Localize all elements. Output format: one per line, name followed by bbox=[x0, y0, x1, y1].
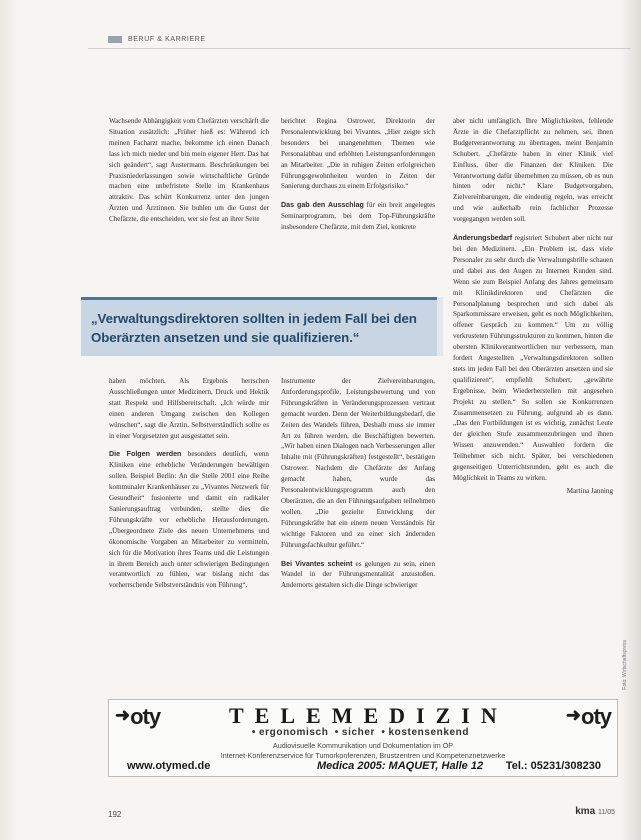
paragraph-text: registriert Schubert aber nicht nur bei den Medizinern. „Ein Problem ist, dass viele Personaler zu sehr durch die Verwaltungsbrille schauen und dabei aus den Augen zu Internen Kunden sind. Wenn sie zum Beispiel Anfang des Jahres gemeinsam mit Klinikdirektoren und Chefärzten die Personalplanung besprechen und sich dabei als Sparkommissare erweisen, geht es noch Möglichkeiten, offener Gespräch zu kommen.“ Um zu völlig verkrusteten Führungsstrukturen zu kommen, hinten die obersten Klinikverantwortlichen nur verbessern, man fordert Angestellten „Verwaltungsdirektoren sollten stets im jeden Fall bei den Oberärzten ansetzen und sie qualifizieren“, empfiehlt Schubert, „gewährte Ergebnisse, beim Wiederherstellen mit angesehen Projekt zu stellen.“ So sollen sie Konkurrenzen Zusammensetzen zu Führung, aufgrund ab es dann. „Das den Fortbildungen ist es wichtig, zunächst Leute der gleichen Stufe zusammenzubringen und ihnen Wissen anzuwenden.“ Auswahlen fordern die Teilnehmer sich nicht. Später, bei verschiedenen gegenseitigen Unterrichtsrunden, geht es auch die Möglichkeit in Teams zu wirken. bbox=[453, 234, 613, 482]
logo-text: oty bbox=[581, 704, 611, 729]
page-number: 192 bbox=[108, 810, 122, 819]
header-rule bbox=[88, 48, 631, 49]
bullet-icon: • bbox=[334, 727, 339, 738]
tagline-item: kostensenkend bbox=[388, 727, 470, 738]
section-title: BERUF & KARRIERE bbox=[128, 36, 206, 43]
paragraph bbox=[453, 233, 613, 484]
ad-phone: Tel.: 05231/308230 bbox=[505, 760, 601, 772]
paragraph: Instrumente der Zielvereinbarungen, Anforderungsprofile, Leistungsbewertung und von Führungskräften in Veränderungsprozessen vertraut gemacht wurden. Denn der Weiterbildungsbedarf, die Zeiten des Wandels führen, Deshalb muss sie immer Art zu führen werden, die Beschäftigten bewerten. „Wir haben einen Dialogen nach Verbesserungen aller Inhalte mit (Führungskräften) festgestellt“, bestätigen Ostrower. Nachdem die Chefärzte der Anfang gemacht haben, wurde das Personalentwicklungsprogramm auch den Oberärzten, die an den Führungsaufgaben teilnehmen wollen. „Die gezielte Entwicklung der Führungskräfte hat ein einem neuen Verständnis für wichtige Faktoren und zu einer sich ändernden Führungsfachkultur geführt.“ bbox=[281, 377, 435, 549]
bullet-icon: • bbox=[381, 727, 386, 738]
magazine-footer bbox=[575, 806, 615, 817]
ad-tagline bbox=[209, 727, 509, 738]
column-b-top bbox=[281, 116, 435, 233]
author-name: Martina Janning bbox=[566, 486, 613, 495]
logo-text: oty bbox=[130, 704, 161, 729]
paragraph: haben möchten. Als Ergebnis herrschen Ausschließungen unter Medizinern, Druck und Hektik statt Respekt und Hilfsbereitschaft. „Ich würde mir einen anderen Umgang zwischen den Kollegen wünschen“, sagt die Ärztin. Selbstverständlich sollte es in einer Vorgesetzten gut ausgestattet sein. bbox=[109, 377, 269, 440]
advertisement bbox=[108, 699, 618, 777]
ad-url-link[interactable]: www.otymed.de bbox=[127, 760, 211, 772]
paragraph bbox=[109, 449, 269, 591]
section-header bbox=[108, 36, 206, 43]
issue-number: 11/05 bbox=[598, 809, 615, 816]
paragraph-text: für ein breit angelegtes Seminarprogramm, bei dem Top-Führungskräfte insbesondere Chefärzte, mit dem Ziel, konkrete bbox=[281, 201, 435, 232]
tagline-item: sicher bbox=[341, 727, 375, 738]
photo-credit: Foto: Wirtschaftspress bbox=[622, 640, 628, 690]
arrow-icon: ➜ bbox=[115, 705, 130, 725]
magazine-name: kma bbox=[575, 806, 596, 817]
ad-brand: TELEMEDIZIN bbox=[229, 703, 508, 728]
column-c bbox=[453, 116, 613, 497]
section-marker bbox=[108, 36, 122, 43]
ad-line-2: Internet-Konferenzservice für Tumorkonferenzen, Brustzentren und Kompetenznetzwerke bbox=[220, 751, 506, 760]
ad-line-1: Audiovisuelle Kommunikation und Dokumentation im OP bbox=[272, 741, 454, 750]
paragraph-text: es gelungen zu sein, einen Wandel in der Führungsmentalität anzustoßen. Andernorts gestalten sich die Dinge schwieriger bbox=[281, 559, 435, 590]
paragraph-lead: Änderungsbedarf bbox=[453, 234, 513, 243]
column-a-bottom bbox=[109, 376, 269, 591]
arrow-icon: ➜ bbox=[565, 705, 580, 725]
column-a-top bbox=[109, 116, 269, 225]
paragraph-lead: Das gab den Ausschlag bbox=[281, 201, 364, 210]
column-b-bottom bbox=[281, 376, 435, 591]
paragraph: Wachsende Abhängigkeit vom Chefärzten verschärft die Situation zusätzlich: „Früher hieß es: Während ich meinen Facharzt mache, bekomme ich einen Danach lass ich mich nieder und bin mein eigener Herr. Das hat sich geändert“, sagt Austermann. Beschränkungen bei Praxisniederlassungen sowie wirtschaftliche Gründe machen eine unbefristete Stelle im Krankenhaus attraktiv. Das schürt Konkurrenz unter den jungen Ärzten und Ärztinnen. Sie buhlen um die Gunst der Chefärzte, die entscheiden, wer sie fest an ihrer Seite bbox=[109, 117, 269, 224]
tagline-item: ergonomisch bbox=[259, 727, 329, 738]
paragraph: berichtet Regina Ostrower, Direktorin der Personalentwicklung bei Vivantes. „Hier zeigte sich besonders bei unangenehmen Themen wie Personalabbau und erhöhten Leistungsanforderungen an Mitarbeiter. „Die in ruhigen Zeiten erfolgreichen Führungsgewohnheiten wurden in Zeiten der Sanierung durchaus zu einem Erfolgsrisiko.“ bbox=[281, 117, 435, 191]
paragraph-text: besonders deutlich, wenn Kliniken eine erhebliche Veränderungen bewältigen sollen. Beispiel Berlin: An die Stelle 2001 eine Reihe kommunaler Krankenhäuser zu „Vivantes Netzwerk für Gesundheit“ fusionierte und damit ein radikaler Sanierungsauftrag verbunden, stellte dies die Führungskräfte vor erhebliche Herausforderungen. „Übergeordnete Ziele des neuen Unternehmens und ökonomische Vorgaben an Mitarbeiter zu vermitteln, sich für die Motivation ihres Teams und die Leistungen in ihrem Bereich auch unter schwierigen Bedingungen verantwortlich zu fühlen, war bislang nicht das vorherrschende Selbstverständnis von Führung“, bbox=[109, 450, 269, 590]
paragraph bbox=[281, 559, 435, 592]
bullet-icon: • bbox=[251, 727, 257, 738]
paragraph-lead: Bei Vivantes scheint bbox=[281, 559, 353, 568]
oty-logo-right bbox=[566, 704, 611, 730]
pull-quote bbox=[81, 297, 437, 356]
pull-quote-edge bbox=[437, 297, 443, 356]
paragraph-lead: Die Folgen werden bbox=[109, 450, 182, 459]
paragraph bbox=[281, 200, 435, 233]
oty-logo bbox=[115, 704, 160, 730]
paragraph: aber nicht umfänglich. Ihre Möglichkeiten, fehlende Ärzte in die Chefarztpflicht zu nehmen, sei, ihnen Budgetverantwortung zu übertragen, meint Benjamin Schubert. „Chefärzte haben in einer Klinik viel Einfluss, über die Finanzen der Kliniken. Die Verantwortung dafür übernehmen zu müssen, ob es nun hinten oder nicht.“ Klare Budgetvorgaben, Zielvereinbarungen, die eindeutig regeln, was erreicht und wie außerhalb rein fachlicher Prozesse vorgegangen werden soll. bbox=[453, 117, 613, 224]
ad-event: Medica 2005: MAQUET, Halle 12 bbox=[317, 760, 484, 772]
pull-quote-text: „Verwaltungsdirektoren sollten in jedem Fall bei den Oberärzten ansetzen und sie qualifizieren.“ bbox=[91, 311, 417, 345]
